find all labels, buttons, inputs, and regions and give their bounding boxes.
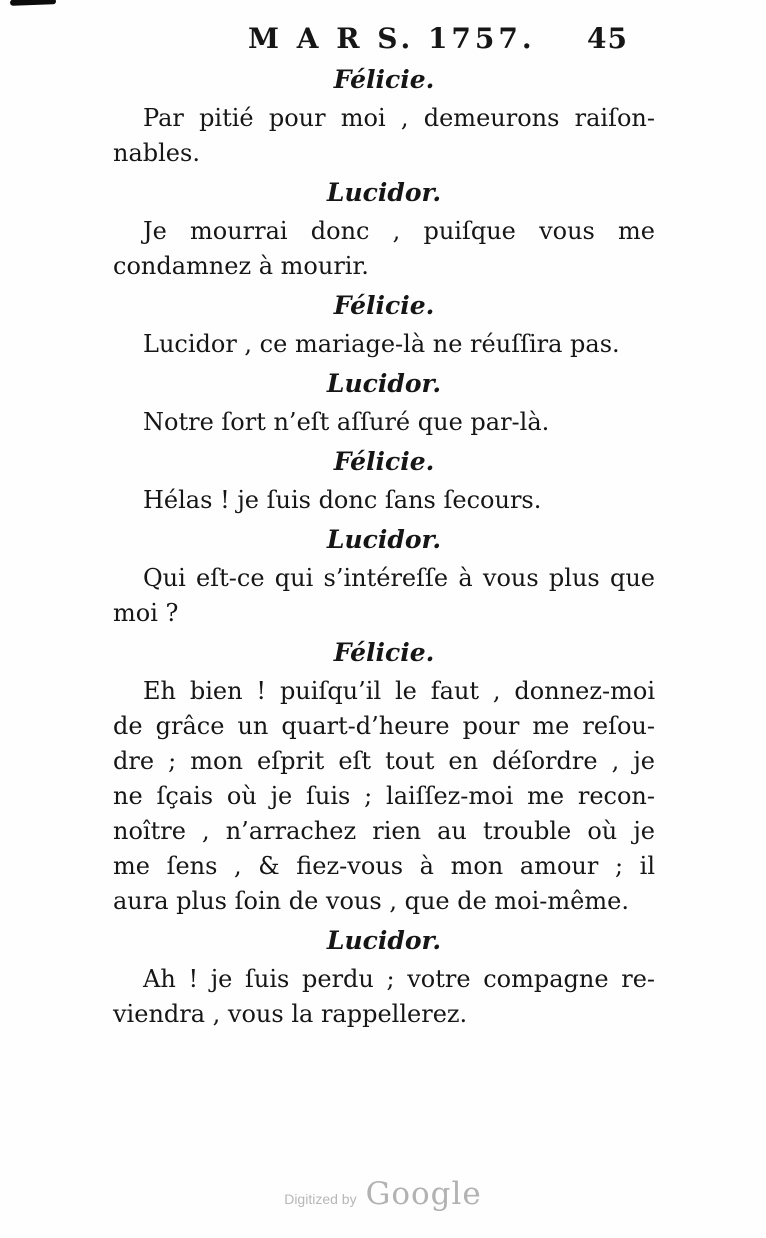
speech-block — [113, 62, 655, 171]
speech-block — [113, 288, 655, 362]
dialogue-text-block — [113, 58, 655, 1032]
speaker-heading: Félicie. — [333, 447, 435, 476]
speech-line: viendra , vous la rappellerez. — [113, 1000, 468, 1028]
speech-line: Je mourrai donc , puiſque vous me — [143, 217, 655, 245]
speech-line: nables. — [113, 139, 200, 167]
speech-line: Ah ! je ſuis perdu ; votre compagne re- — [143, 965, 655, 993]
speech-line: noître , n’arrachez rien au trouble où je — [113, 817, 655, 845]
speech-line: condamnez à mourir. — [113, 252, 369, 280]
speaker-heading: Lucidor. — [326, 926, 442, 955]
speech-line: moi ? — [113, 599, 179, 627]
speaker-heading: Félicie. — [333, 638, 435, 667]
google-watermark — [0, 1176, 766, 1212]
speech-line: Par pitié pour moi , demeurons raiſon- — [143, 104, 655, 132]
running-head-title: M A R S. 1757. — [248, 22, 536, 55]
speech-line: Eh bien ! puiſqu’il le faut , donnez-moi — [143, 677, 655, 705]
speaker-heading: Lucidor. — [326, 525, 442, 554]
page-number: 45 — [587, 22, 628, 55]
speech-block — [113, 635, 655, 919]
scan-artifact-top-left — [10, 0, 56, 6]
speech-line: Lucidor , ce mariage-là ne réuſſira pas. — [143, 330, 620, 358]
speaker-heading: Félicie. — [333, 291, 435, 320]
speech-block — [113, 175, 655, 284]
speaker-heading: Lucidor. — [326, 369, 442, 398]
speech-line: Notre ſort n’eſt aſſuré que par-là. — [143, 408, 550, 436]
speech-line: ne ſçais où je ſuis ; laiſſez-moi me recon- — [113, 782, 655, 810]
speaker-heading: Lucidor. — [326, 178, 442, 207]
running-head — [0, 22, 766, 62]
speech-block — [113, 366, 655, 440]
speech-line: aura plus ſoin de vous , que de moi-même. — [113, 887, 629, 915]
speech-line: dre ; mon eſprit eſt tout en déſordre , je — [113, 747, 655, 775]
speech-line: me ſens , & fiez-vous à mon amour ; il — [113, 852, 655, 880]
speaker-heading: Félicie. — [333, 65, 435, 94]
google-logo: Google — [365, 1176, 482, 1212]
speech-block — [113, 522, 655, 631]
speech-line: Qui eſt-ce qui s’intéreſſe à vous plus que — [143, 564, 655, 592]
speech-line: de grâce un quart-d’heure pour me reſou- — [113, 712, 655, 740]
speech-block — [113, 444, 655, 518]
speech-block — [113, 923, 655, 1032]
digitized-by-label: Digitized by — [284, 1191, 357, 1207]
speech-line: Hélas ! je ſuis donc ſans ſecours. — [143, 486, 542, 514]
